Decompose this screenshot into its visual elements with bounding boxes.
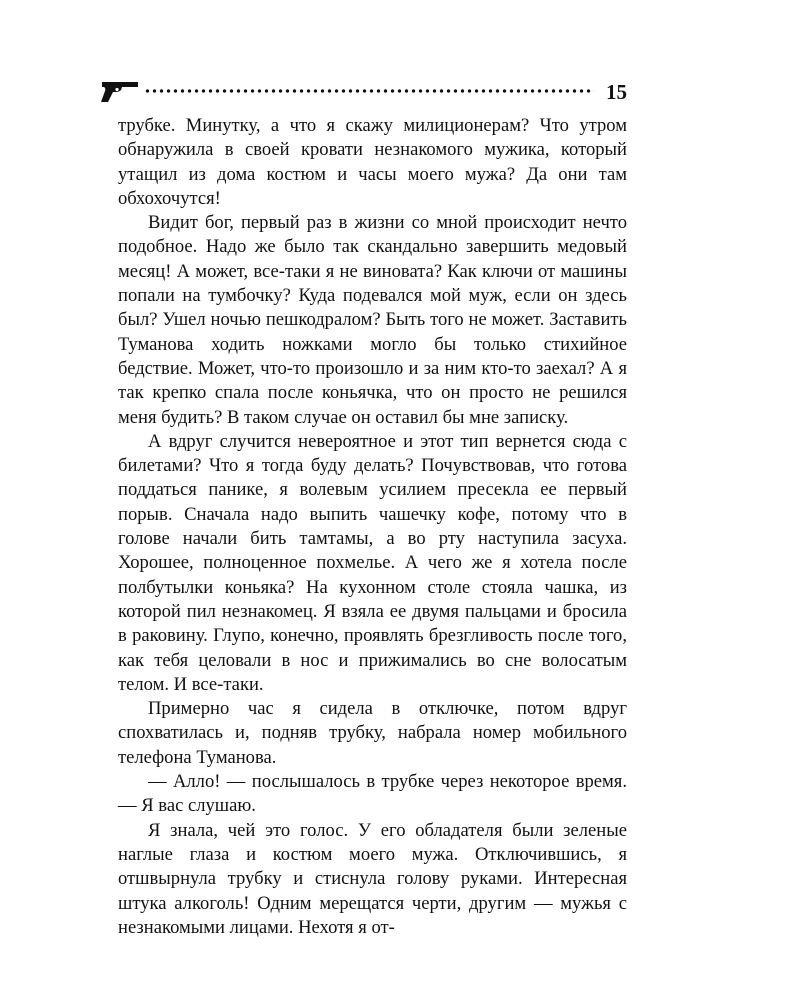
paragraph-1: трубке. Минутку, а что я скажу милиционерам? Что утром обнаружила в своей кровати незнакомого мужика, который утащил из дома костюм и часы моего мужа? Да они там обхохочутся! (118, 115, 627, 209)
paragraph-6: Я знала, чей это голос. У его обладателя были зеленые наглые глаза и костюм моего мужа. Отключившись, я отшвырнула трубку и стиснула голову руками. Интересная штука алкоголь! Одним мерещатся черти, другим — мужья с незнакомыми лицами. Нехотя я от- (118, 819, 627, 938)
dotted-leader (144, 88, 594, 94)
paragraph-4: Примерно час я сидела в отключке, потом вдруг спохватилась и, подняв трубку, набрала номер мобильного телефона Туманова. (118, 698, 627, 768)
body-text (118, 114, 627, 940)
paragraph-2: Видит бог, первый раз в жизни со мной происходит нечто подобное. Надо же было так скандально завершить медовый месяц! А может, все-таки я не виновата? Как ключи от машины попали на тумбочку? Куда подевался мой муж, если он здесь был? Ушел ночью пешкодралом? Быть того не может. Заставить Туманова ходить ножками могло бы только стихийное бедствие. Может, что-то произошло и за ним кто-то заехал? А я так крепко спала после коньячка, что он просто не решился меня будить? В таком случае он оставил бы мне записку. (118, 212, 627, 428)
page-header (100, 78, 627, 106)
page-number: 15 (606, 80, 627, 104)
pistol-icon (100, 79, 140, 103)
paragraph-3: А вдруг случится невероятное и этот тип вернется сюда с билетами? Что я тогда буду делать? Почувствовав, что готова поддаться панике, я волевым усилием пресекла ее первый порыв. Сначала надо выпить чашечку кофе, потому что в голове начали бить тамтамы, а во рту наступила засуха. Хорошее, полноценное похмелье. А чего же я хотела после полбутылки коньяка? На кухонном столе стояла чашка, из которой пил незнакомец. Я взяла ее двумя пальцами и бросила в раковину. Глупо, конечно, проявлять брезгливость после того, как тебя целовали в нос и прижимались во сне волосатым телом. И все-таки. (118, 430, 627, 695)
paragraph-5: — Алло! — послышалось в трубке через некоторое время. — Я вас слушаю. (118, 771, 627, 817)
